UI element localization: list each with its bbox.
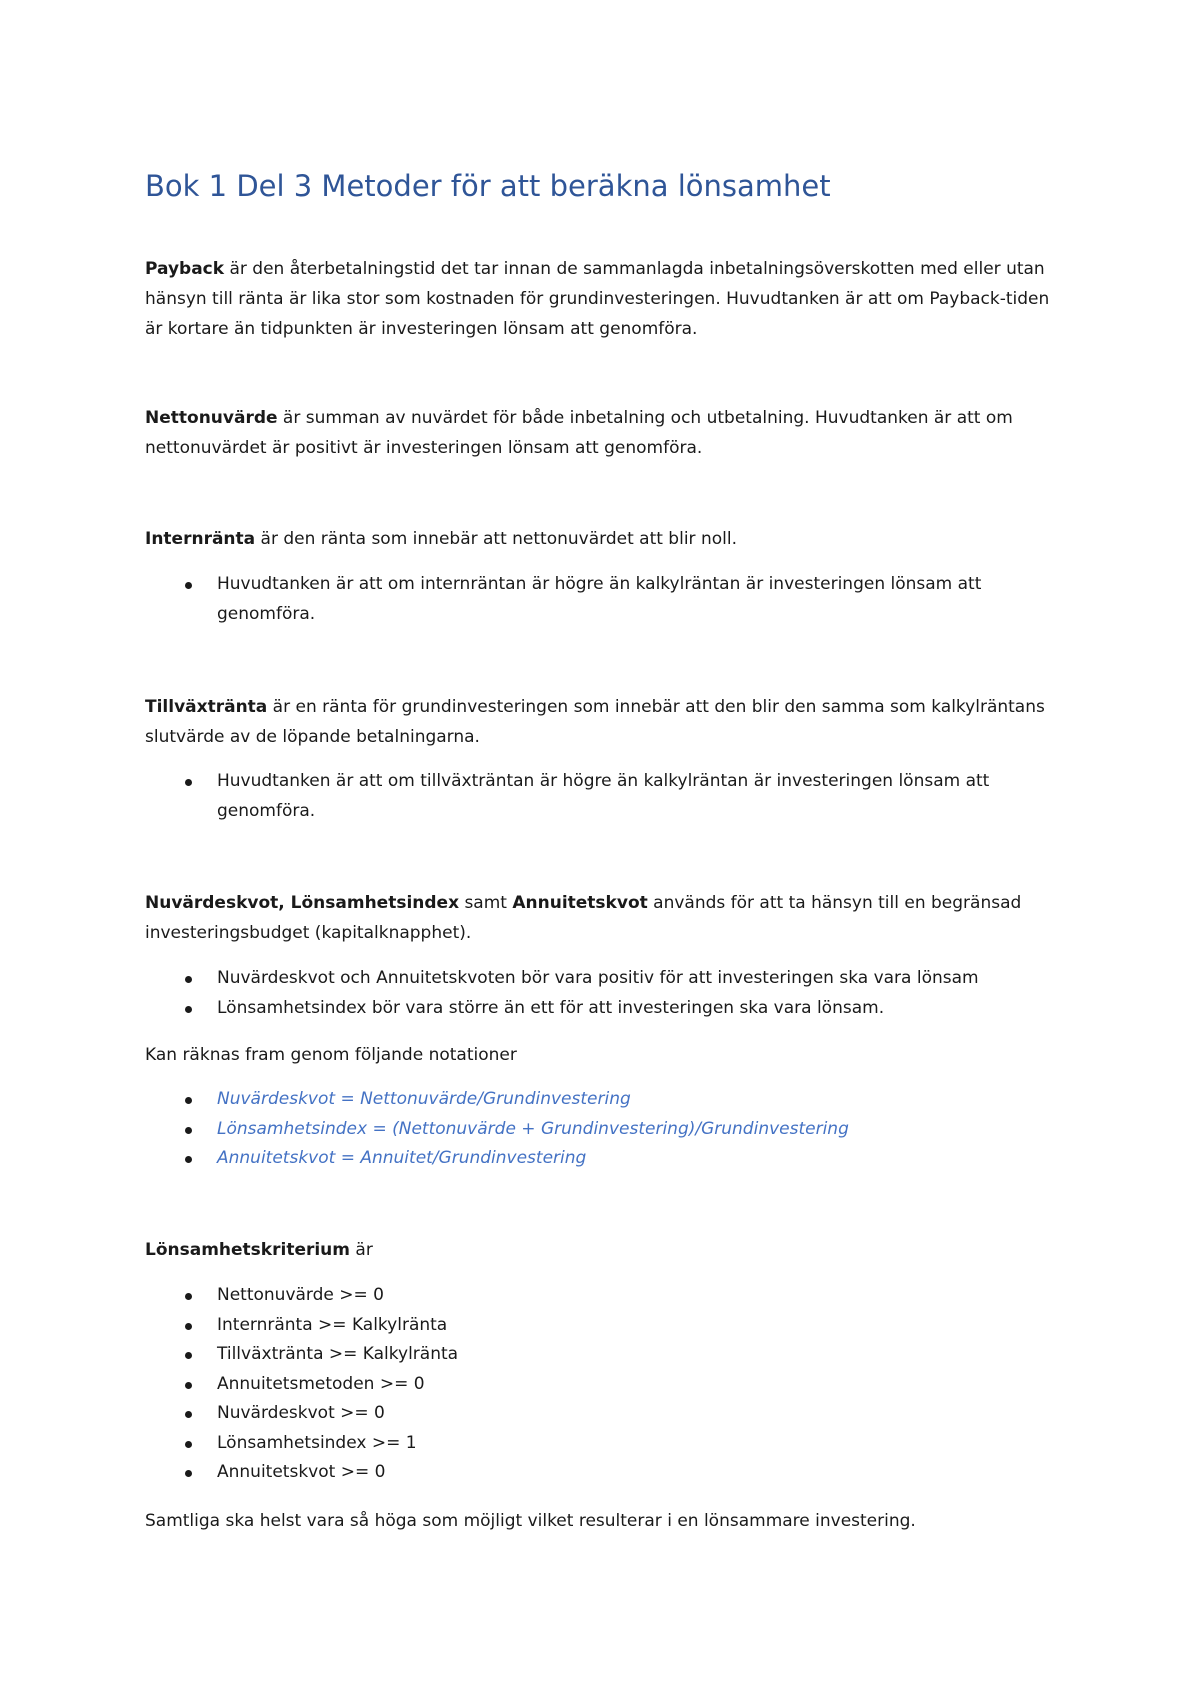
- bullet-icon: [185, 1156, 192, 1163]
- bullet-icon: [185, 1352, 192, 1359]
- list-item: Tillväxtränta >= Kalkylränta: [145, 1340, 1065, 1370]
- list-item: Nuvärdeskvot >= 0: [145, 1399, 1065, 1429]
- bullet-icon: [185, 1382, 192, 1389]
- internranta-term: Internränta: [145, 529, 256, 549]
- conclusion-paragraph: Samtliga ska helst vara så höga som möjligt vilket resulterar i en lönsammare investering.: [145, 1511, 916, 1531]
- bullet-icon: [185, 1323, 192, 1330]
- list-item: Internränta >= Kalkylränta: [145, 1311, 1065, 1341]
- payback-term: Payback: [145, 259, 225, 279]
- internranta-text: är den ränta som innebär att nettonuvärdet att blir noll.: [255, 529, 737, 549]
- kvoter-bullets: [145, 964, 1065, 1023]
- list-item: Annuitetskvot >= 0: [145, 1458, 1065, 1488]
- kvoter-term-1: Nuvärdeskvot, Lönsamhetsindex: [145, 893, 460, 913]
- nettonuvarde-term: Nettonuvärde: [145, 408, 278, 428]
- bullet-icon: [185, 1293, 192, 1300]
- kriterium-bullets: [145, 1281, 1065, 1488]
- bullet-icon: [185, 1470, 192, 1477]
- tillvaxtranta-term: Tillväxtränta: [145, 697, 268, 717]
- list-item: Huvudtanken är att om tillväxträntan är högre än kalkylräntan är investeringen lönsam att genomföra.: [145, 767, 1065, 826]
- formula-list: [145, 1085, 1065, 1174]
- nettonuvarde-paragraph: [145, 403, 1065, 463]
- formula-item: Annuitetskvot = Annuitet/Grundinvestering: [145, 1144, 1065, 1174]
- payback-paragraph: [145, 254, 1065, 344]
- internranta-paragraph: [145, 524, 1065, 554]
- internranta-bullets: [145, 570, 1065, 629]
- formula-item: Lönsamhetsindex = (Nettonuvärde + Grundinvestering)/Grundinvestering: [145, 1115, 1065, 1145]
- kvoter-term-2: Annuitetskvot: [512, 893, 648, 913]
- formula-item: Nuvärdeskvot = Nettonuvärde/Grundinvestering: [145, 1085, 1065, 1115]
- nettonuvarde-text: är summan av nuvärdet för både inbetalning och utbetalning. Huvudtanken är att om nettonuvärdet är positivt är investeringen lönsam att genomföra.: [145, 408, 1013, 458]
- kvoter-paragraph: Nuvärdeskvot, Lönsamhetsindex samt Annuitetskvot används för att ta hänsyn till en begränsad investeringsbudget (kapitalknapphet).: [145, 893, 1022, 943]
- bullet-icon: [185, 1411, 192, 1418]
- bullet-icon: [185, 1441, 192, 1448]
- list-item: Lönsamhetsindex >= 1: [145, 1429, 1065, 1459]
- bullet-icon: [185, 976, 192, 983]
- kriterium-term: Lönsamhetskriterium: [145, 1240, 350, 1260]
- list-item: Huvudtanken är att om internräntan är högre än kalkylräntan är investeringen lönsam att genomföra.: [145, 570, 1065, 629]
- kvoter-text: används för att ta hänsyn till en begränsad investeringsbudget (kapitalknapphet).: [145, 893, 1022, 943]
- bullet-icon: [185, 582, 192, 589]
- list-item: Nuvärdeskvot och Annuitetskvoten bör vara positiv för att investeringen ska vara lönsam: [145, 964, 1065, 994]
- bullet-icon: [185, 1127, 192, 1134]
- bullet-icon: [185, 1006, 192, 1013]
- bullet-icon: [185, 1097, 192, 1104]
- kriterium-paragraph: Lönsamhetskriterium är: [145, 1240, 373, 1260]
- list-item: Lönsamhetsindex bör vara större än ett för att investeringen ska vara lönsam.: [145, 994, 1065, 1024]
- list-item: Annuitetsmetoden >= 0: [145, 1370, 1065, 1400]
- tillvaxtranta-bullets: [145, 767, 1065, 826]
- tillvaxtranta-paragraph: [145, 692, 1065, 752]
- bullet-icon: [185, 779, 192, 786]
- tillvaxtranta-text: är en ränta för grundinvesteringen som innebär att den blir den samma som kalkylräntans slutvärde av de löpande betalningarna.: [145, 697, 1045, 747]
- formulas-intro: Kan räknas fram genom följande notationer: [145, 1045, 517, 1065]
- payback-text: är den återbetalningstid det tar innan de sammanlagda inbetalningsöverskotten med eller utan hänsyn till ränta är lika stor som kostnaden för grundinvesteringen. Huvudtanken är att om Payback-tiden är kortare än tidpunkten är investeringen lönsam att genomföra.: [145, 259, 1050, 339]
- page-title: Bok 1 Del 3 Metoder för att beräkna lönsamhet: [145, 169, 831, 203]
- list-item: Nettonuvärde >= 0: [145, 1281, 1065, 1311]
